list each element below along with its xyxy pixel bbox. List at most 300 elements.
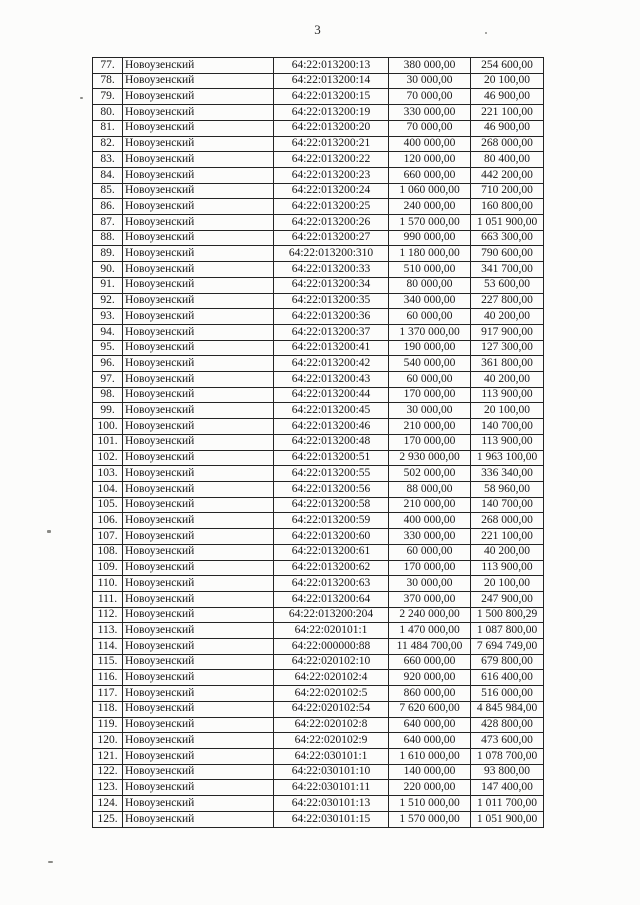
scan-speck xyxy=(48,861,53,863)
table-row xyxy=(93,513,544,529)
cadastral-number-cell: 64:22:013200:25 xyxy=(274,199,389,215)
district-cell: Новоузенский xyxy=(123,544,274,560)
table-row xyxy=(93,701,544,717)
district-cell: Новоузенский xyxy=(123,58,274,74)
district-cell: Новоузенский xyxy=(123,639,274,655)
row-number-cell: 98. xyxy=(93,387,123,403)
table-row xyxy=(93,639,544,655)
value-cell: 917 900,00 xyxy=(471,324,544,340)
district-cell: Новоузенский xyxy=(123,105,274,121)
price-cell: 1 570 000,00 xyxy=(389,811,471,827)
row-number-cell: 81. xyxy=(93,120,123,136)
price-cell: 370 000,00 xyxy=(389,591,471,607)
table-row xyxy=(93,309,544,325)
price-cell: 30 000,00 xyxy=(389,403,471,419)
district-cell: Новоузенский xyxy=(123,591,274,607)
table-row xyxy=(93,152,544,168)
cadastral-number-cell: 64:22:013200:36 xyxy=(274,309,389,325)
value-cell: 160 800,00 xyxy=(471,199,544,215)
row-number-cell: 124. xyxy=(93,796,123,812)
table-row xyxy=(93,89,544,105)
price-cell: 640 000,00 xyxy=(389,717,471,733)
scan-speck xyxy=(80,97,83,99)
cadastral-number-cell: 64:22:013200:56 xyxy=(274,481,389,497)
row-number-cell: 119. xyxy=(93,717,123,733)
cadastral-number-cell: 64:22:020101:1 xyxy=(274,623,389,639)
district-cell: Новоузенский xyxy=(123,387,274,403)
price-cell: 220 000,00 xyxy=(389,780,471,796)
price-cell: 400 000,00 xyxy=(389,513,471,529)
table-row xyxy=(93,670,544,686)
value-cell: 127 300,00 xyxy=(471,340,544,356)
table-row xyxy=(93,450,544,466)
row-number-cell: 92. xyxy=(93,293,123,309)
cadastral-number-cell: 64:22:013200:45 xyxy=(274,403,389,419)
cadastral-number-cell: 64:22:013200:44 xyxy=(274,387,389,403)
value-cell: 221 100,00 xyxy=(471,529,544,545)
table-row xyxy=(93,167,544,183)
table-row xyxy=(93,466,544,482)
value-cell: 4 845 984,00 xyxy=(471,701,544,717)
row-number-cell: 109. xyxy=(93,560,123,576)
cadastral-number-cell: 64:22:013200:20 xyxy=(274,120,389,136)
price-cell: 510 000,00 xyxy=(389,262,471,278)
price-cell: 990 000,00 xyxy=(389,230,471,246)
value-cell: 679 800,00 xyxy=(471,654,544,670)
district-cell: Новоузенский xyxy=(123,262,274,278)
price-cell: 80 000,00 xyxy=(389,277,471,293)
district-cell: Новоузенский xyxy=(123,733,274,749)
district-cell: Новоузенский xyxy=(123,434,274,450)
row-number-cell: 82. xyxy=(93,136,123,152)
price-cell: 60 000,00 xyxy=(389,544,471,560)
value-cell: 58 960,00 xyxy=(471,481,544,497)
value-cell: 40 200,00 xyxy=(471,544,544,560)
cadastral-number-cell: 64:22:020102:8 xyxy=(274,717,389,733)
district-cell: Новоузенский xyxy=(123,497,274,513)
row-number-cell: 86. xyxy=(93,199,123,215)
cadastral-number-cell: 64:22:013200:21 xyxy=(274,136,389,152)
row-number-cell: 91. xyxy=(93,277,123,293)
row-number-cell: 115. xyxy=(93,654,123,670)
cadastral-number-cell: 64:22:030101:11 xyxy=(274,780,389,796)
row-number-cell: 100. xyxy=(93,419,123,435)
district-cell: Новоузенский xyxy=(123,324,274,340)
row-number-cell: 101. xyxy=(93,434,123,450)
price-cell: 70 000,00 xyxy=(389,120,471,136)
value-cell: 113 900,00 xyxy=(471,387,544,403)
row-number-cell: 112. xyxy=(93,607,123,623)
district-cell: Новоузенский xyxy=(123,215,274,231)
price-cell: 60 000,00 xyxy=(389,309,471,325)
table-row xyxy=(93,183,544,199)
row-number-cell: 94. xyxy=(93,324,123,340)
cadastral-number-cell: 64:22:013200:42 xyxy=(274,356,389,372)
table-row xyxy=(93,419,544,435)
table-row xyxy=(93,529,544,545)
row-number-cell: 99. xyxy=(93,403,123,419)
price-cell: 140 000,00 xyxy=(389,764,471,780)
cadastral-number-cell: 64:22:013200:34 xyxy=(274,277,389,293)
row-number-cell: 79. xyxy=(93,89,123,105)
table-row xyxy=(93,780,544,796)
table-row xyxy=(93,372,544,388)
cadastral-number-cell: 64:22:013200:22 xyxy=(274,152,389,168)
cadastral-number-cell: 64:22:013200:41 xyxy=(274,340,389,356)
cadastral-number-cell: 64:22:000000:88 xyxy=(274,639,389,655)
row-number-cell: 118. xyxy=(93,701,123,717)
parcels-table xyxy=(92,57,544,828)
row-number-cell: 102. xyxy=(93,450,123,466)
price-cell: 330 000,00 xyxy=(389,105,471,121)
cadastral-number-cell: 64:22:013200:55 xyxy=(274,466,389,482)
cadastral-number-cell: 64:22:013200:58 xyxy=(274,497,389,513)
value-cell: 336 340,00 xyxy=(471,466,544,482)
district-cell: Новоузенский xyxy=(123,372,274,388)
table-row xyxy=(93,277,544,293)
price-cell: 210 000,00 xyxy=(389,497,471,513)
row-number-cell: 97. xyxy=(93,372,123,388)
district-cell: Новоузенский xyxy=(123,701,274,717)
row-number-cell: 80. xyxy=(93,105,123,121)
value-cell: 40 200,00 xyxy=(471,372,544,388)
value-cell: 663 300,00 xyxy=(471,230,544,246)
price-cell: 660 000,00 xyxy=(389,654,471,670)
district-cell: Новоузенский xyxy=(123,120,274,136)
price-cell: 1 570 000,00 xyxy=(389,215,471,231)
price-cell: 2 930 000,00 xyxy=(389,450,471,466)
cadastral-number-cell: 64:22:020102:54 xyxy=(274,701,389,717)
cadastral-number-cell: 64:22:030101:1 xyxy=(274,748,389,764)
value-cell: 20 100,00 xyxy=(471,73,544,89)
cadastral-number-cell: 64:22:013200:48 xyxy=(274,434,389,450)
value-cell: 268 000,00 xyxy=(471,513,544,529)
cadastral-number-cell: 64:22:013200:15 xyxy=(274,89,389,105)
row-number-cell: 105. xyxy=(93,497,123,513)
district-cell: Новоузенский xyxy=(123,686,274,702)
price-cell: 860 000,00 xyxy=(389,686,471,702)
cadastral-number-cell: 64:22:013200:26 xyxy=(274,215,389,231)
table-row xyxy=(93,764,544,780)
value-cell: 20 100,00 xyxy=(471,576,544,592)
district-cell: Новоузенский xyxy=(123,246,274,262)
row-number-cell: 103. xyxy=(93,466,123,482)
district-cell: Новоузенский xyxy=(123,152,274,168)
table-row xyxy=(93,324,544,340)
value-cell: 710 200,00 xyxy=(471,183,544,199)
cadastral-number-cell: 64:22:013200:37 xyxy=(274,324,389,340)
row-number-cell: 96. xyxy=(93,356,123,372)
district-cell: Новоузенский xyxy=(123,811,274,827)
cadastral-number-cell: 64:22:013200:27 xyxy=(274,230,389,246)
district-cell: Новоузенский xyxy=(123,481,274,497)
row-number-cell: 104. xyxy=(93,481,123,497)
row-number-cell: 121. xyxy=(93,748,123,764)
cadastral-number-cell: 64:22:020102:5 xyxy=(274,686,389,702)
value-cell: 40 200,00 xyxy=(471,309,544,325)
table-body xyxy=(93,58,544,828)
district-cell: Новоузенский xyxy=(123,167,274,183)
value-cell: 147 400,00 xyxy=(471,780,544,796)
row-number-cell: 95. xyxy=(93,340,123,356)
table-row xyxy=(93,215,544,231)
price-cell: 1 180 000,00 xyxy=(389,246,471,262)
cadastral-number-cell: 64:22:013200:35 xyxy=(274,293,389,309)
table-row xyxy=(93,748,544,764)
row-number-cell: 117. xyxy=(93,686,123,702)
cadastral-number-cell: 64:22:013200:64 xyxy=(274,591,389,607)
value-cell: 227 800,00 xyxy=(471,293,544,309)
value-cell: 361 800,00 xyxy=(471,356,544,372)
price-cell: 330 000,00 xyxy=(389,529,471,545)
value-cell: 1 078 700,00 xyxy=(471,748,544,764)
price-cell: 340 000,00 xyxy=(389,293,471,309)
cadastral-number-cell: 64:22:020102:4 xyxy=(274,670,389,686)
price-cell: 120 000,00 xyxy=(389,152,471,168)
district-cell: Новоузенский xyxy=(123,466,274,482)
price-cell: 1 470 000,00 xyxy=(389,623,471,639)
value-cell: 473 600,00 xyxy=(471,733,544,749)
price-cell: 1 510 000,00 xyxy=(389,796,471,812)
value-cell: 93 800,00 xyxy=(471,764,544,780)
cadastral-number-cell: 64:22:013200:204 xyxy=(274,607,389,623)
table-row xyxy=(93,120,544,136)
table-row xyxy=(93,403,544,419)
table-row xyxy=(93,811,544,827)
district-cell: Новоузенский xyxy=(123,89,274,105)
price-cell: 60 000,00 xyxy=(389,372,471,388)
cadastral-number-cell: 64:22:013200:60 xyxy=(274,529,389,545)
cadastral-number-cell: 64:22:013200:63 xyxy=(274,576,389,592)
cadastral-number-cell: 64:22:030101:15 xyxy=(274,811,389,827)
district-cell: Новоузенский xyxy=(123,230,274,246)
cadastral-number-cell: 64:22:013200:33 xyxy=(274,262,389,278)
district-cell: Новоузенский xyxy=(123,450,274,466)
cadastral-number-cell: 64:22:020102:9 xyxy=(274,733,389,749)
value-cell: 790 600,00 xyxy=(471,246,544,262)
price-cell: 540 000,00 xyxy=(389,356,471,372)
table-row xyxy=(93,199,544,215)
row-number-cell: 87. xyxy=(93,215,123,231)
table-row xyxy=(93,340,544,356)
table-row xyxy=(93,560,544,576)
cadastral-number-cell: 64:22:013200:51 xyxy=(274,450,389,466)
value-cell: 247 900,00 xyxy=(471,591,544,607)
price-cell: 640 000,00 xyxy=(389,733,471,749)
district-cell: Новоузенский xyxy=(123,403,274,419)
cadastral-number-cell: 64:22:013200:46 xyxy=(274,419,389,435)
price-cell: 2 240 000,00 xyxy=(389,607,471,623)
price-cell: 30 000,00 xyxy=(389,73,471,89)
district-cell: Новоузенский xyxy=(123,199,274,215)
district-cell: Новоузенский xyxy=(123,293,274,309)
page-number: 3 xyxy=(314,22,321,37)
cadastral-number-cell: 64:22:013200:14 xyxy=(274,73,389,89)
row-number-cell: 113. xyxy=(93,623,123,639)
value-cell: 1 051 900,00 xyxy=(471,811,544,827)
district-cell: Новоузенский xyxy=(123,780,274,796)
table-row xyxy=(93,497,544,513)
row-number-cell: 89. xyxy=(93,246,123,262)
value-cell: 428 800,00 xyxy=(471,717,544,733)
value-cell: 20 100,00 xyxy=(471,403,544,419)
district-cell: Новоузенский xyxy=(123,419,274,435)
cadastral-number-cell: 64:22:013200:310 xyxy=(274,246,389,262)
price-cell: 240 000,00 xyxy=(389,199,471,215)
table-row xyxy=(93,230,544,246)
value-cell: 221 100,00 xyxy=(471,105,544,121)
value-cell: 113 900,00 xyxy=(471,560,544,576)
value-cell: 1 011 700,00 xyxy=(471,796,544,812)
price-cell: 170 000,00 xyxy=(389,387,471,403)
price-cell: 502 000,00 xyxy=(389,466,471,482)
value-cell: 442 200,00 xyxy=(471,167,544,183)
row-number-cell: 114. xyxy=(93,639,123,655)
table-row xyxy=(93,73,544,89)
cadastral-number-cell: 64:22:013200:62 xyxy=(274,560,389,576)
row-number-cell: 108. xyxy=(93,544,123,560)
table-row xyxy=(93,58,544,74)
scan-speck xyxy=(47,530,51,533)
price-cell: 920 000,00 xyxy=(389,670,471,686)
price-cell: 1 370 000,00 xyxy=(389,324,471,340)
scan-speck xyxy=(485,32,487,34)
value-cell: 1 963 100,00 xyxy=(471,450,544,466)
value-cell: 268 000,00 xyxy=(471,136,544,152)
value-cell: 80 400,00 xyxy=(471,152,544,168)
district-cell: Новоузенский xyxy=(123,670,274,686)
table-row xyxy=(93,136,544,152)
district-cell: Новоузенский xyxy=(123,623,274,639)
row-number-cell: 116. xyxy=(93,670,123,686)
price-cell: 30 000,00 xyxy=(389,576,471,592)
cadastral-number-cell: 64:22:030101:13 xyxy=(274,796,389,812)
district-cell: Новоузенский xyxy=(123,796,274,812)
table-row xyxy=(93,607,544,623)
row-number-cell: 77. xyxy=(93,58,123,74)
row-number-cell: 83. xyxy=(93,152,123,168)
cadastral-number-cell: 64:22:013200:23 xyxy=(274,167,389,183)
price-cell: 7 620 600,00 xyxy=(389,701,471,717)
price-cell: 1 060 000,00 xyxy=(389,183,471,199)
district-cell: Новоузенский xyxy=(123,277,274,293)
district-cell: Новоузенский xyxy=(123,73,274,89)
cadastral-number-cell: 64:22:013200:24 xyxy=(274,183,389,199)
table-row xyxy=(93,623,544,639)
row-number-cell: 106. xyxy=(93,513,123,529)
price-cell: 210 000,00 xyxy=(389,419,471,435)
price-cell: 400 000,00 xyxy=(389,136,471,152)
cadastral-number-cell: 64:22:013200:61 xyxy=(274,544,389,560)
table-row xyxy=(93,733,544,749)
cadastral-number-cell: 64:22:020102:10 xyxy=(274,654,389,670)
table-row xyxy=(93,591,544,607)
value-cell: 254 600,00 xyxy=(471,58,544,74)
table-row xyxy=(93,717,544,733)
district-cell: Новоузенский xyxy=(123,717,274,733)
value-cell: 46 900,00 xyxy=(471,89,544,105)
table-row xyxy=(93,796,544,812)
value-cell: 113 900,00 xyxy=(471,434,544,450)
price-cell: 11 484 700,00 xyxy=(389,639,471,655)
value-cell: 140 700,00 xyxy=(471,419,544,435)
table-row xyxy=(93,576,544,592)
price-cell: 660 000,00 xyxy=(389,167,471,183)
district-cell: Новоузенский xyxy=(123,764,274,780)
row-number-cell: 111. xyxy=(93,591,123,607)
row-number-cell: 93. xyxy=(93,309,123,325)
table-row xyxy=(93,481,544,497)
table-row xyxy=(93,686,544,702)
table-row xyxy=(93,654,544,670)
row-number-cell: 88. xyxy=(93,230,123,246)
value-cell: 1 500 800,29 xyxy=(471,607,544,623)
district-cell: Новоузенский xyxy=(123,607,274,623)
price-cell: 170 000,00 xyxy=(389,434,471,450)
district-cell: Новоузенский xyxy=(123,183,274,199)
cadastral-number-cell: 64:22:030101:10 xyxy=(274,764,389,780)
district-cell: Новоузенский xyxy=(123,560,274,576)
value-cell: 616 400,00 xyxy=(471,670,544,686)
district-cell: Новоузенский xyxy=(123,529,274,545)
district-cell: Новоузенский xyxy=(123,654,274,670)
cadastral-number-cell: 64:22:013200:19 xyxy=(274,105,389,121)
cadastral-number-cell: 64:22:013200:59 xyxy=(274,513,389,529)
district-cell: Новоузенский xyxy=(123,309,274,325)
table-row xyxy=(93,434,544,450)
table-row xyxy=(93,544,544,560)
row-number-cell: 78. xyxy=(93,73,123,89)
row-number-cell: 120. xyxy=(93,733,123,749)
cadastral-number-cell: 64:22:013200:43 xyxy=(274,372,389,388)
table-row xyxy=(93,387,544,403)
row-number-cell: 122. xyxy=(93,764,123,780)
value-cell: 53 600,00 xyxy=(471,277,544,293)
district-cell: Новоузенский xyxy=(123,340,274,356)
row-number-cell: 85. xyxy=(93,183,123,199)
table-row xyxy=(93,293,544,309)
value-cell: 516 000,00 xyxy=(471,686,544,702)
row-number-cell: 90. xyxy=(93,262,123,278)
district-cell: Новоузенский xyxy=(123,748,274,764)
district-cell: Новоузенский xyxy=(123,576,274,592)
value-cell: 341 700,00 xyxy=(471,262,544,278)
price-cell: 380 000,00 xyxy=(389,58,471,74)
district-cell: Новоузенский xyxy=(123,513,274,529)
price-cell: 88 000,00 xyxy=(389,481,471,497)
district-cell: Новоузенский xyxy=(123,136,274,152)
row-number-cell: 110. xyxy=(93,576,123,592)
value-cell: 140 700,00 xyxy=(471,497,544,513)
price-cell: 170 000,00 xyxy=(389,560,471,576)
row-number-cell: 123. xyxy=(93,780,123,796)
price-cell: 190 000,00 xyxy=(389,340,471,356)
table-row xyxy=(93,262,544,278)
value-cell: 46 900,00 xyxy=(471,120,544,136)
row-number-cell: 125. xyxy=(93,811,123,827)
cadastral-number-cell: 64:22:013200:13 xyxy=(274,58,389,74)
price-cell: 70 000,00 xyxy=(389,89,471,105)
table-row xyxy=(93,356,544,372)
row-number-cell: 84. xyxy=(93,167,123,183)
value-cell: 1 087 800,00 xyxy=(471,623,544,639)
value-cell: 7 694 749,00 xyxy=(471,639,544,655)
price-cell: 1 610 000,00 xyxy=(389,748,471,764)
district-cell: Новоузенский xyxy=(123,356,274,372)
table-row xyxy=(93,246,544,262)
value-cell: 1 051 900,00 xyxy=(471,215,544,231)
table-row xyxy=(93,105,544,121)
